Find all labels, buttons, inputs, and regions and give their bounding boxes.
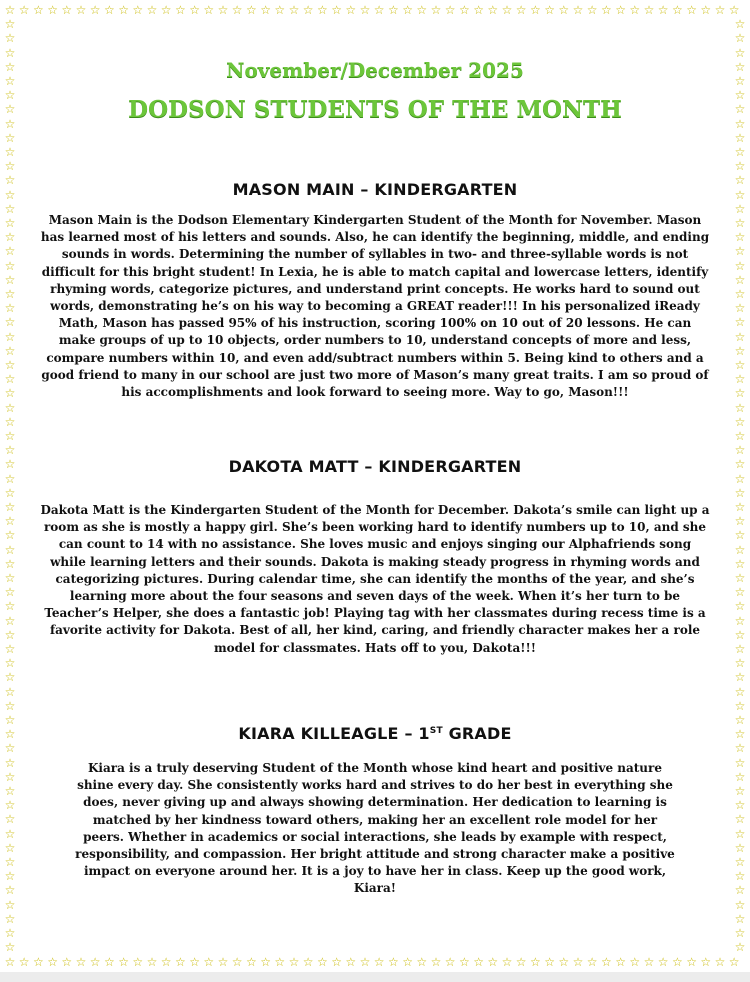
star-icon: ☆ [734, 528, 746, 543]
star-icon: ☆ [734, 798, 746, 813]
star-icon: ☆ [4, 940, 16, 955]
star-icon: ☆ [4, 74, 16, 88]
star-icon: ☆ [734, 642, 746, 656]
star-icon: ☆ [331, 3, 342, 17]
star-icon: ☆ [734, 216, 746, 230]
section-title-dakota: DAKOTA MATT – KINDERGARTEN [228, 457, 522, 476]
star-icon: ☆ [4, 59, 16, 74]
star-icon: ☆ [4, 784, 16, 798]
star-icon: ☆ [4, 627, 16, 642]
star-icon: ☆ [4, 17, 16, 32]
star-icon: ☆ [4, 173, 16, 188]
star-icon: ☆ [4, 358, 16, 372]
star-icon: ☆ [175, 3, 186, 17]
star-icon: ☆ [160, 3, 172, 17]
star-icon: ☆ [4, 272, 16, 287]
star-icon: ☆ [572, 955, 584, 969]
star-icon: ☆ [686, 955, 697, 969]
star-icon: ☆ [146, 3, 158, 17]
star-icon: ☆ [4, 386, 16, 401]
star-icon: ☆ [734, 358, 746, 372]
date-heading: November/December 2025 [226, 58, 524, 82]
star-icon: ☆ [734, 627, 746, 642]
star-icon: ☆ [4, 897, 16, 912]
star-icon: ☆ [734, 443, 746, 458]
star-icon: ☆ [734, 713, 746, 727]
paragraph-mason: Mason Main is the Dodson Elementary Kindergarten Student of the Month for November. Mason has learned most of his letters and sounds. Also, he can identify the beginning, middle, and ending sounds in words. Determining the number of syllables in two- and three-syllable words is not difficult for this bright student! In Lexia, he is able to match capital and lowercase letters, identify rhyming words, categorize pictures, and understand print concepts. He works hard to sound out words, demonstrating he’s on his way to becoming a GREAT reader!!! In his personalized iReady Math, Mason has passed 95% of his instruction, scoring 100% on 10 out of 20 lessons. He can make groups of up to 10 objects, order numbers to 10, understand concepts of more and less, compare numbers within 10, and even add/subtract numbers within 5. Being kind to others and a good friend to many in our school are just two more of Mason’s many great traits. I am so proud of his accomplishments and look forward to seeing more. Way to go, Mason!!! [40, 213, 710, 400]
star-icon: ☆ [734, 812, 746, 827]
star-icon: ☆ [4, 315, 16, 330]
star-icon: ☆ [18, 3, 30, 17]
star-icon: ☆ [302, 3, 314, 17]
star-icon: ☆ [734, 116, 746, 131]
star-icon: ☆ [4, 116, 16, 131]
star-icon: ☆ [586, 955, 598, 969]
star-icon: ☆ [734, 514, 746, 529]
star-icon: ☆ [4, 514, 16, 529]
star-icon: ☆ [4, 443, 16, 458]
star-icon: ☆ [734, 741, 746, 756]
star-icon: ☆ [4, 500, 16, 514]
star-icon: ☆ [473, 3, 484, 17]
star-icon: ☆ [4, 230, 16, 245]
star-icon: ☆ [734, 485, 746, 500]
star-icon: ☆ [601, 3, 612, 17]
star-icon: ☆ [734, 840, 746, 855]
star-icon: ☆ [4, 88, 16, 103]
star-icon: ☆ [217, 955, 229, 969]
star-icon: ☆ [416, 955, 428, 969]
star-icon: ☆ [33, 955, 44, 969]
star-icon: ☆ [132, 3, 144, 17]
ordinal-suffix: ST [429, 726, 443, 736]
star-icon: ☆ [734, 784, 746, 798]
star-icon: ☆ [4, 485, 16, 500]
star-icon: ☆ [734, 45, 746, 60]
star-icon: ☆ [734, 74, 746, 88]
star-icon: ☆ [629, 955, 641, 969]
star-icon: ☆ [4, 130, 16, 145]
star-icon: ☆ [4, 741, 16, 756]
star-icon: ☆ [734, 187, 746, 202]
star-icon: ☆ [4, 159, 16, 174]
star-icon: ☆ [728, 3, 740, 17]
star-icon: ☆ [734, 656, 746, 671]
star-icon: ☆ [734, 429, 746, 443]
star-icon: ☆ [331, 955, 342, 969]
star-icon: ☆ [4, 571, 16, 585]
star-icon: ☆ [4, 457, 16, 472]
star-icon: ☆ [734, 457, 746, 472]
star-icon: ☆ [203, 955, 215, 969]
star-icon: ☆ [4, 812, 16, 827]
star-icon: ☆ [487, 3, 499, 17]
star-icon: ☆ [4, 798, 16, 813]
star-icon: ☆ [515, 3, 527, 17]
star-icon: ☆ [4, 542, 16, 557]
star-icon: ☆ [4, 287, 16, 301]
star-icon: ☆ [734, 315, 746, 330]
star-icon: ☆ [61, 955, 73, 969]
star-icon: ☆ [260, 955, 271, 969]
star-icon: ☆ [473, 955, 484, 969]
star-icon: ☆ [231, 3, 243, 17]
star-icon: ☆ [734, 613, 746, 628]
star-icon: ☆ [47, 955, 58, 969]
star-icon: ☆ [89, 955, 101, 969]
star-icon: ☆ [359, 3, 371, 17]
star-icon: ☆ [4, 258, 16, 273]
star-icon: ☆ [734, 130, 746, 145]
star-icon: ☆ [615, 3, 626, 17]
star-icon: ☆ [75, 3, 87, 17]
star-icon: ☆ [246, 955, 257, 969]
star-icon: ☆ [345, 3, 357, 17]
star-icon: ☆ [734, 400, 746, 415]
star-icon: ☆ [4, 414, 16, 429]
star-icon: ☆ [61, 3, 73, 17]
star-icon: ☆ [601, 955, 612, 969]
star-icon: ☆ [4, 343, 16, 358]
star-icon: ☆ [246, 3, 257, 17]
star-icon: ☆ [530, 955, 541, 969]
star-icon: ☆ [734, 911, 746, 926]
star-icon: ☆ [734, 372, 746, 387]
star-icon: ☆ [75, 955, 87, 969]
star-icon: ☆ [734, 571, 746, 585]
star-icon: ☆ [734, 599, 746, 614]
star-icon: ☆ [629, 3, 641, 17]
star-icon: ☆ [231, 955, 243, 969]
star-icon: ☆ [4, 855, 16, 869]
star-icon: ☆ [388, 955, 399, 969]
star-icon: ☆ [4, 145, 16, 159]
star-icon: ☆ [734, 471, 746, 486]
star-icon: ☆ [734, 301, 746, 316]
star-icon: ☆ [4, 556, 16, 571]
star-icon: ☆ [544, 3, 555, 17]
star-icon: ☆ [274, 955, 286, 969]
star-icon: ☆ [260, 3, 271, 17]
star-icon: ☆ [175, 955, 186, 969]
star-icon: ☆ [734, 31, 746, 46]
star-icon: ☆ [734, 145, 746, 159]
star-icon: ☆ [4, 826, 16, 841]
star-icon: ☆ [317, 3, 328, 17]
star-icon: ☆ [643, 3, 655, 17]
star-icon: ☆ [288, 955, 300, 969]
star-icon: ☆ [734, 272, 746, 287]
star-icon: ☆ [359, 955, 371, 969]
star-icon: ☆ [586, 3, 598, 17]
star-icon: ☆ [734, 869, 746, 884]
star-icon: ☆ [558, 3, 570, 17]
star-icon: ☆ [734, 826, 746, 841]
star-icon: ☆ [146, 955, 158, 969]
star-icon: ☆ [734, 727, 746, 742]
star-icon: ☆ [189, 955, 200, 969]
star-icon: ☆ [4, 599, 16, 614]
star-icon: ☆ [734, 88, 746, 103]
star-icon: ☆ [402, 955, 413, 969]
star-icon: ☆ [686, 3, 697, 17]
section-title-kiara [0, 724, 750, 743]
star-icon: ☆ [47, 3, 58, 17]
star-icon: ☆ [657, 3, 669, 17]
star-icon: ☆ [402, 3, 413, 17]
star-icon: ☆ [4, 216, 16, 230]
star-icon: ☆ [4, 642, 16, 656]
star-icon: ☆ [643, 955, 655, 969]
star-icon: ☆ [714, 955, 726, 969]
star-icon: ☆ [734, 500, 746, 514]
star-icon: ☆ [734, 926, 746, 940]
section-title-kiara-grade: GRADE [442, 724, 512, 743]
star-icon: ☆ [4, 400, 16, 415]
star-icon: ☆ [132, 955, 144, 969]
star-icon: ☆ [734, 897, 746, 912]
star-icon: ☆ [501, 3, 513, 17]
star-icon: ☆ [4, 769, 16, 784]
paragraph-kiara: Kiara is a truly deserving Student of the Month whose kind heart and positive nature shine every day. She consistently works hard and strives to do her best in everything she does, never giving up and always showing determination. Her dedication to learning is matched by her kindness toward others, making her an excellent role model for her peers. Whether in academics or social interactions, she leads by example with respect, responsibility, and compassion. Her bright attitude and strong character make a positive impact on everyone around her. It is a joy to have her in class. Keep up the good work, Kiara! [75, 761, 675, 896]
star-icon: ☆ [734, 159, 746, 174]
star-icon: ☆ [4, 698, 16, 713]
star-icon: ☆ [444, 955, 456, 969]
star-icon: ☆ [217, 3, 229, 17]
star-icon: ☆ [487, 955, 499, 969]
star-icon: ☆ [4, 670, 16, 685]
star-icon: ☆ [4, 3, 16, 17]
page-title: DODSON STUDENTS OF THE MONTH [128, 96, 622, 123]
star-icon: ☆ [700, 3, 712, 17]
star-icon: ☆ [734, 287, 746, 301]
star-icon: ☆ [734, 343, 746, 358]
star-icon: ☆ [4, 713, 16, 727]
star-icon: ☆ [734, 769, 746, 784]
star-icon: ☆ [734, 59, 746, 74]
star-icon: ☆ [544, 955, 555, 969]
star-icon: ☆ [302, 955, 314, 969]
paragraph-dakota: Dakota Matt is the Kindergarten Student of the Month for December. Dakota’s smile can light up a room as she is mostly a happy girl. She’s been working hard to identify numbers up to 10, and she can count to 14 with no assistance. She loves music and enjoys singing our Alphafriends song while learning letters and their sounds. Dakota is making steady progress in rhyming words and categorizing pictures. During calendar time, she can identify the months of the year, and she’s learning more about the four seasons and seven days of the week. When it’s her turn to be Teacher’s Helper, she does a fantastic job! Playing tag with her classmates during recess time is a favorite activity for Dakota. Best of all, her kind, caring, and friendly character makes her a role model for classmates. Hats off to you, Dakota!!! [40, 503, 710, 655]
star-icon: ☆ [700, 955, 712, 969]
star-icon: ☆ [4, 869, 16, 884]
star-icon: ☆ [118, 3, 129, 17]
star-icon: ☆ [4, 244, 16, 259]
star-icon: ☆ [430, 3, 442, 17]
star-icon: ☆ [734, 173, 746, 188]
star-icon: ☆ [734, 855, 746, 869]
star-icon: ☆ [274, 3, 286, 17]
star-icon: ☆ [4, 201, 16, 216]
star-icon: ☆ [734, 102, 746, 117]
star-icon: ☆ [530, 3, 541, 17]
star-icon: ☆ [4, 883, 16, 898]
star-icon: ☆ [734, 883, 746, 898]
star-icon: ☆ [430, 955, 442, 969]
star-icon: ☆ [515, 955, 527, 969]
star-icon: ☆ [4, 727, 16, 742]
star-icon: ☆ [734, 258, 746, 273]
star-icon: ☆ [4, 102, 16, 117]
star-icon: ☆ [4, 471, 16, 486]
star-icon: ☆ [672, 955, 683, 969]
star-icon: ☆ [572, 3, 584, 17]
star-icon: ☆ [104, 955, 115, 969]
star-icon: ☆ [734, 684, 746, 699]
star-icon: ☆ [4, 528, 16, 543]
star-icon: ☆ [459, 3, 470, 17]
star-icon: ☆ [4, 926, 16, 940]
star-icon: ☆ [734, 755, 746, 770]
star-icon: ☆ [734, 414, 746, 429]
star-icon: ☆ [160, 955, 172, 969]
star-icon: ☆ [317, 955, 328, 969]
star-icon: ☆ [734, 386, 746, 401]
star-icon: ☆ [4, 301, 16, 316]
star-icon: ☆ [4, 755, 16, 770]
star-icon: ☆ [4, 187, 16, 202]
star-icon: ☆ [558, 955, 570, 969]
star-icon: ☆ [615, 955, 626, 969]
section-title-mason: MASON MAIN – KINDERGARTEN [232, 180, 518, 199]
star-icon: ☆ [734, 244, 746, 259]
star-icon: ☆ [734, 670, 746, 685]
star-icon: ☆ [373, 3, 385, 17]
star-icon: ☆ [4, 429, 16, 443]
star-icon: ☆ [4, 840, 16, 855]
star-icon: ☆ [89, 3, 101, 17]
star-icon: ☆ [734, 17, 746, 32]
star-icon: ☆ [4, 613, 16, 628]
star-icon: ☆ [18, 955, 30, 969]
star-icon: ☆ [345, 955, 357, 969]
star-icon: ☆ [459, 955, 470, 969]
star-icon: ☆ [4, 585, 16, 600]
star-icon: ☆ [104, 3, 115, 17]
star-icon: ☆ [734, 230, 746, 245]
star-icon: ☆ [288, 3, 300, 17]
star-icon: ☆ [203, 3, 215, 17]
star-icon: ☆ [4, 911, 16, 926]
star-icon: ☆ [734, 201, 746, 216]
star-icon: ☆ [728, 955, 740, 969]
star-icon: ☆ [373, 955, 385, 969]
star-icon: ☆ [734, 940, 746, 955]
star-icon: ☆ [4, 656, 16, 671]
star-icon: ☆ [444, 3, 456, 17]
star-icon: ☆ [657, 955, 669, 969]
star-icon: ☆ [189, 3, 200, 17]
star-icon: ☆ [4, 45, 16, 60]
star-icon: ☆ [4, 955, 16, 969]
star-icon: ☆ [714, 3, 726, 17]
section-title-kiara-name: KIARA KILLEAGLE – 1 [238, 724, 430, 743]
star-icon: ☆ [118, 955, 129, 969]
star-icon: ☆ [734, 329, 746, 344]
star-icon: ☆ [734, 585, 746, 600]
star-icon: ☆ [4, 372, 16, 387]
star-icon: ☆ [416, 3, 428, 17]
star-icon: ☆ [672, 3, 683, 17]
star-icon: ☆ [734, 556, 746, 571]
star-icon: ☆ [734, 698, 746, 713]
star-icon: ☆ [4, 31, 16, 46]
star-icon: ☆ [501, 955, 513, 969]
star-icon: ☆ [4, 329, 16, 344]
star-icon: ☆ [33, 3, 44, 17]
star-icon: ☆ [734, 542, 746, 557]
star-icon: ☆ [388, 3, 399, 17]
star-icon: ☆ [4, 684, 16, 699]
